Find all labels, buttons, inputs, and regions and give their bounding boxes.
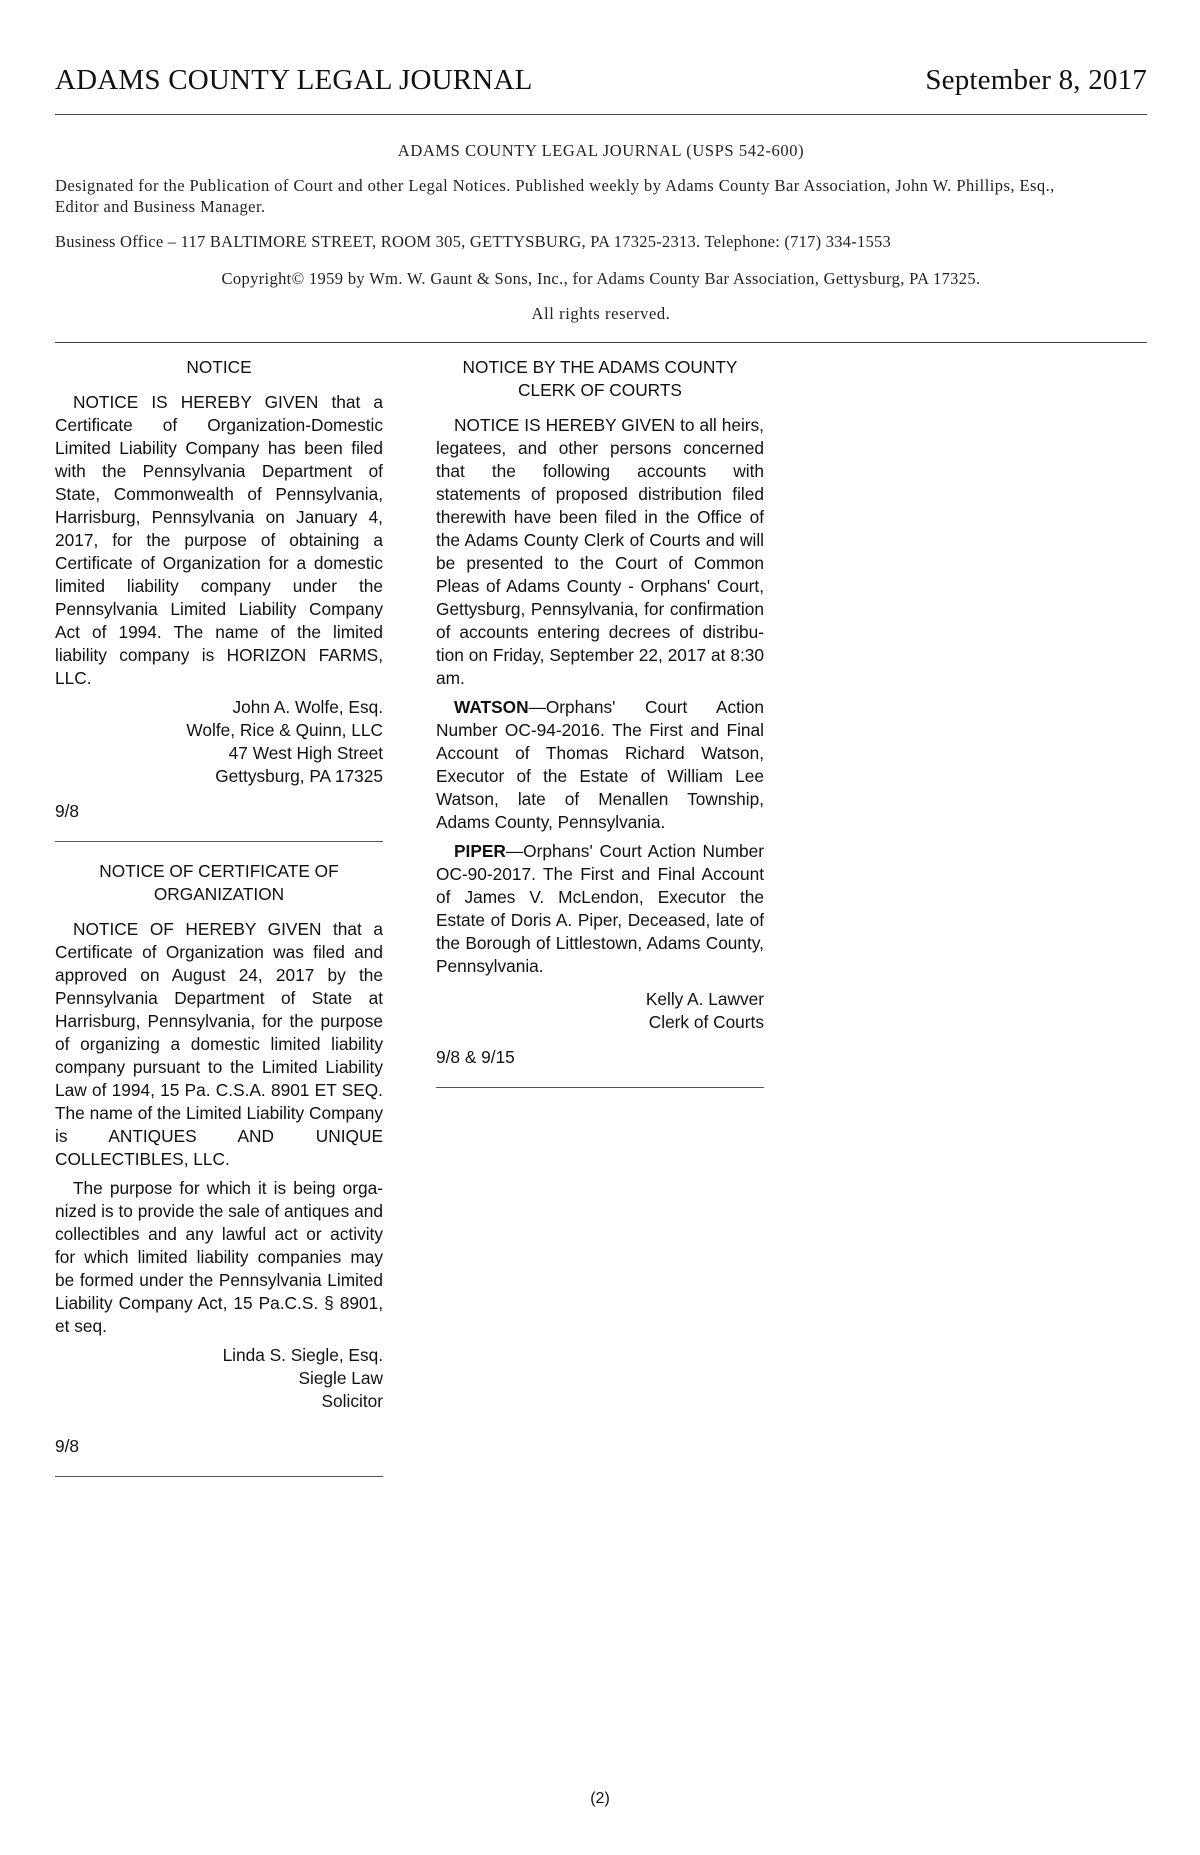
signature-name: Linda S. Siegle, Esq.	[222, 1345, 383, 1365]
left-column	[55, 356, 383, 1495]
publication-date: 9/8 & 9/15	[436, 1047, 515, 1067]
journal-title: ADAMS COUNTY LEGAL JOURNAL	[55, 64, 533, 96]
notice-separator	[436, 1087, 764, 1088]
signature-block	[55, 1344, 383, 1413]
estate-name: PIPER	[454, 841, 506, 861]
signature-block	[55, 696, 383, 788]
notice-heading-line: NOTICE BY THE ADAMS COUNTY	[462, 357, 738, 377]
signature-name: John A. Wolfe, Esq.	[232, 697, 383, 717]
notice-heading-line: NOTICE OF CERTIFICATE OF	[99, 861, 339, 881]
notice-heading: NOTICE	[186, 357, 252, 377]
notice-heading	[436, 356, 764, 402]
signature-firm: Wolfe, Rice & Quinn, LLC	[186, 720, 383, 740]
running-head	[55, 64, 1147, 97]
signature-block	[436, 988, 764, 1034]
signature-street: 47 West High Street	[228, 743, 383, 763]
issue-date: September 8, 2017	[925, 64, 1147, 96]
masthead-rule	[55, 342, 1147, 343]
notice-body: NOTICE OF HEREBY GIVEN that a Certificate of Organization was filed and approved on August 24, 2017 by the Pennsylvania Department of State at Harrisburg, Pennsylvania, for the purpose of organizing a domestic limited liability company pursuant to the Limited Liability Law of 1994, 15 Pa. C.S.A. 8901 ET SEQ. The name of the Limited Liability Company is ANTIQUES AND UNIQUE COLLECTIBLES, LLC.	[55, 919, 383, 1169]
account-entry-piper	[436, 840, 764, 978]
notice-purpose: The purpose for which it is being organized is to provide the sale of antiques and collectibles and any lawful act or activity for which limited liability companies may be formed under the Pennsylvania Limited Liability Company Act, 15 Pa.C.S. § 8901, et seq.	[55, 1178, 383, 1336]
publication-date: 9/8	[55, 801, 80, 821]
signature-role: Clerk of Courts	[648, 1012, 764, 1032]
entry-text: —Orphans' Court Action Number OC-90-2017. The First and Final Account of James V. McLendon, Executor the Estate of Doris A. Piper, Deceased, late of the Borough of Littlestown, Adams County, Pennsylvania.	[436, 841, 764, 976]
notice-separator	[55, 1476, 383, 1477]
entry-text: —Orphans' Court Action Number OC-94-2016. The First and Final Account of Thomas Richard Watson, Executor of the Estate of William Lee Watson, late of Menallen Township, Adams County, Pennsylvania.	[436, 697, 764, 832]
masthead-designation: Designated for the Publication of Court and other Legal Notices. Published weekly by Adams County Bar Association, John W. Phillips, Esq., Editor and Business Manager.	[55, 176, 1055, 216]
notice-body: NOTICE IS HEREBY GIVEN to all heirs, legatees, and other persons concerned that the following accounts with statements of proposed distribution filed therewith have been filed in the Office of the Adams County Clerk of Courts and will be presented to the Court of Common Pleas of Adams County - Orphans' Court, Gettysburg, Pennsylvania, for confirmation of accounts entering decrees of distribution on Friday, September 22, 2017 at 8:30 am.	[436, 415, 764, 688]
page-number: (2)	[590, 1790, 610, 1807]
masthead-business-office: Business Office – 117 BALTIMORE STREET, ROOM 305, GETTYSBURG, PA 17325-2313. Telephone: (717) 334-1553	[55, 232, 892, 251]
masthead-copyright: Copyright© 1959 by Wm. W. Gaunt & Sons, Inc., for Adams County Bar Association, Gettysburg, PA 17325.	[221, 269, 981, 288]
right-column	[436, 356, 764, 1106]
masthead-title: ADAMS COUNTY LEGAL JOURNAL (USPS 542-600)	[397, 141, 805, 160]
signature-role: Solicitor	[321, 1391, 383, 1411]
estate-name: WATSON	[454, 697, 529, 717]
notice-horizon-farms	[55, 356, 383, 823]
notice-antiques-collectibles	[55, 860, 383, 1458]
signature-name: Kelly A. Lawver	[645, 989, 764, 1009]
header-rule	[55, 114, 1147, 115]
notice-body: NOTICE IS HEREBY GIVEN that a Certificate of Organization-Domestic Limited Liability Company has been filed with the Pennsylvania Department of State, Commonwealth of Pennsylvania, Harrisburg, Pennsylvania on January 4, 2017, for the purpose of obtaining a Certificate of Organization for a domestic limited liability company under the Pennsylvania Limited Liability Company Act of 1994. The name of the limited liability company is HORIZON FARMS, LLC.	[55, 392, 383, 688]
notice-heading	[55, 860, 383, 906]
signature-firm: Siegle Law	[298, 1368, 383, 1388]
masthead-rights: All rights reserved.	[531, 304, 671, 323]
publication-date: 9/8	[55, 1436, 80, 1456]
account-entry-watson	[436, 696, 764, 834]
signature-city: Gettysburg, PA 17325	[215, 766, 383, 786]
notice-separator	[55, 841, 383, 842]
notice-clerk-of-courts	[436, 356, 764, 1069]
notice-heading-line: ORGANIZATION	[153, 884, 285, 904]
masthead	[55, 140, 1147, 324]
notice-heading-line: CLERK OF COURTS	[518, 380, 682, 400]
